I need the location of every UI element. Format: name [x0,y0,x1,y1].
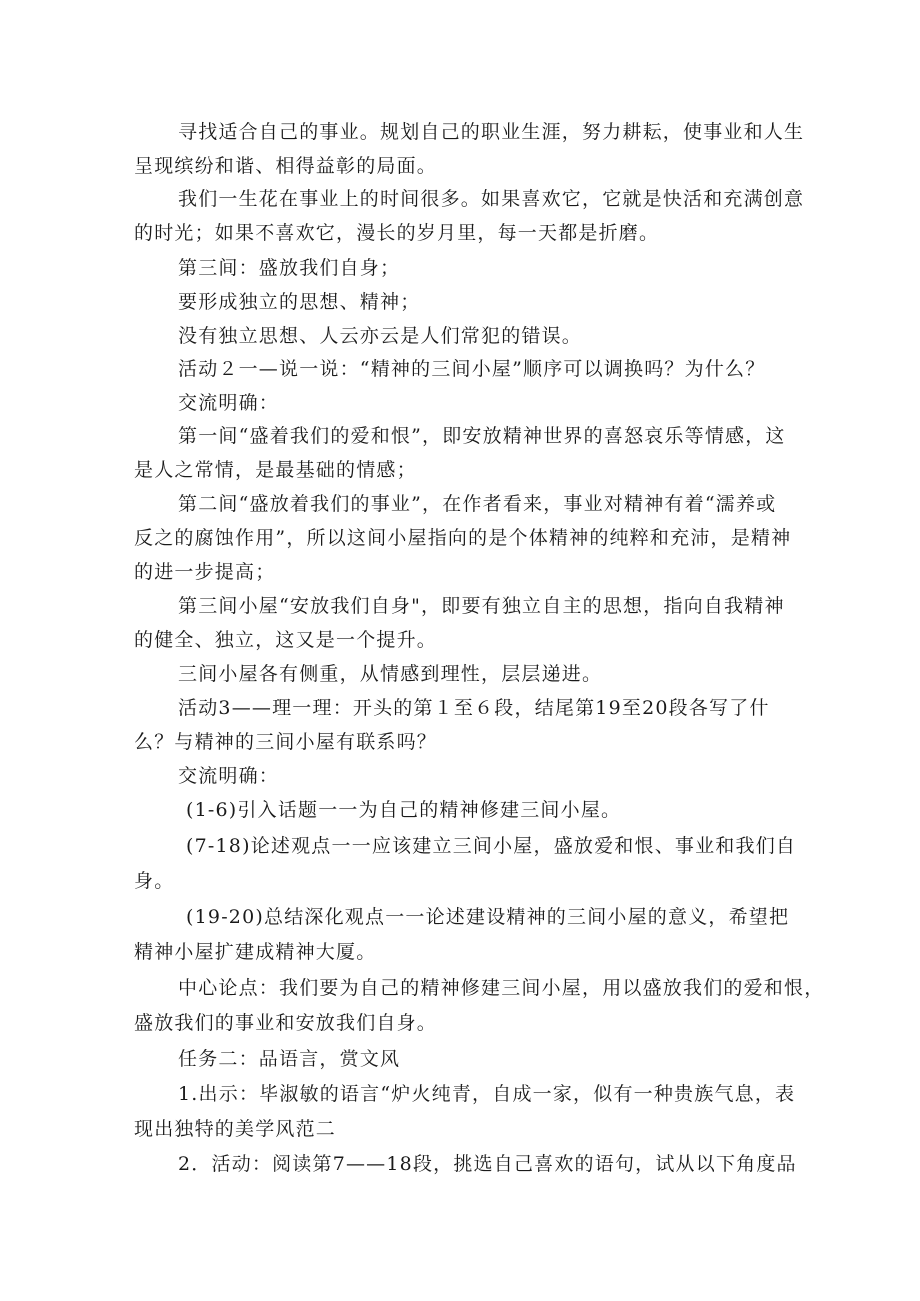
text-line: 活动２一—说一说：“精神的三间小屋”顺序可以调换吗？为什么？ [178,358,766,380]
text-line: 反之的腐蚀作用”，所以这间小屋指向的是个体精神的纯粹和充沛，是精神 [134,527,792,549]
text-line: 精神小屋扩建成精神大厦。 [134,941,377,963]
text-line: 第三间：盛放我们自身； [178,257,401,279]
text-line: 任务二：品语言，赏文风 [178,1048,401,1070]
text-line: 现出独特的美学风范二 [134,1118,337,1140]
text-line: 么？与精神的三间小屋有联系吗？ [134,731,438,753]
text-line: 第三间小屋“安放我们自身"，即要有独立自主的思想，指向自我精神 [178,595,785,617]
text-line: 第一间“盛着我们的爱和恨”，即安放精神世界的喜怒哀乐等情感，这 [178,425,786,447]
text-line: (1-6)引入话题一一为自己的精神修建三间小屋。 [186,799,622,821]
text-line: 我们一生花在事业上的时间很多。如果喜欢它，它就是快活和充满创意 [178,188,805,210]
text-line: 是人之常情，是最基础的情感； [134,459,417,481]
text-line: 第二间“盛放着我们的事业”，在作者看来，事业对精神有着“濡养或 [178,493,777,515]
text-line: 要形成独立的思想、精神； [178,291,421,313]
text-line: (19-20)总结深化观点一一论述建设精神的三间小屋的意义，希望把 [186,906,790,928]
text-line: 的健全、独立，这又是一个提升。 [134,629,438,651]
text-line: 身。 [134,870,175,892]
text-line: 中心论点：我们要为自己的精神修建三间小屋，用以盛放我们的爱和恨， [178,977,825,999]
text-line: 盛放我们的事业和安放我们自身。 [134,1012,438,1034]
text-line: 活动3——理一理：开头的第１至６段，结尾第19至20段各写了什 [178,697,770,719]
text-line: (7-18)论述观点一一应该建立三间小屋，盛放爱和恨、事业和我们自 [186,835,797,857]
text-line: 交流明确： [178,392,280,414]
text-line: 三间小屋各有侧重，从情感到理性，层层递进。 [178,663,603,685]
text-line: 呈现缤纷和谐、相得益彰的局面。 [134,155,438,177]
text-line: 寻找适合自己的事业。规划自己的职业生涯，努力耕耘，使事业和人生 [178,121,805,143]
text-line: 的时光；如果不喜欢它，漫长的岁月里，每一天都是折磨。 [134,222,660,244]
text-line: 1.出示：毕淑敏的语言“炉火纯青，自成一家，似有一种贵族气息，表 [178,1083,796,1105]
text-line: 没有独立思想、人云亦云是人们常犯的错误。 [178,325,583,347]
text-line: 交流明确： [178,765,280,787]
text-line: 的进一步提高； [134,561,276,583]
text-line: 2．活动：阅读第7——18段，挑选自己喜欢的语句，试从以下角度品 [178,1153,797,1175]
